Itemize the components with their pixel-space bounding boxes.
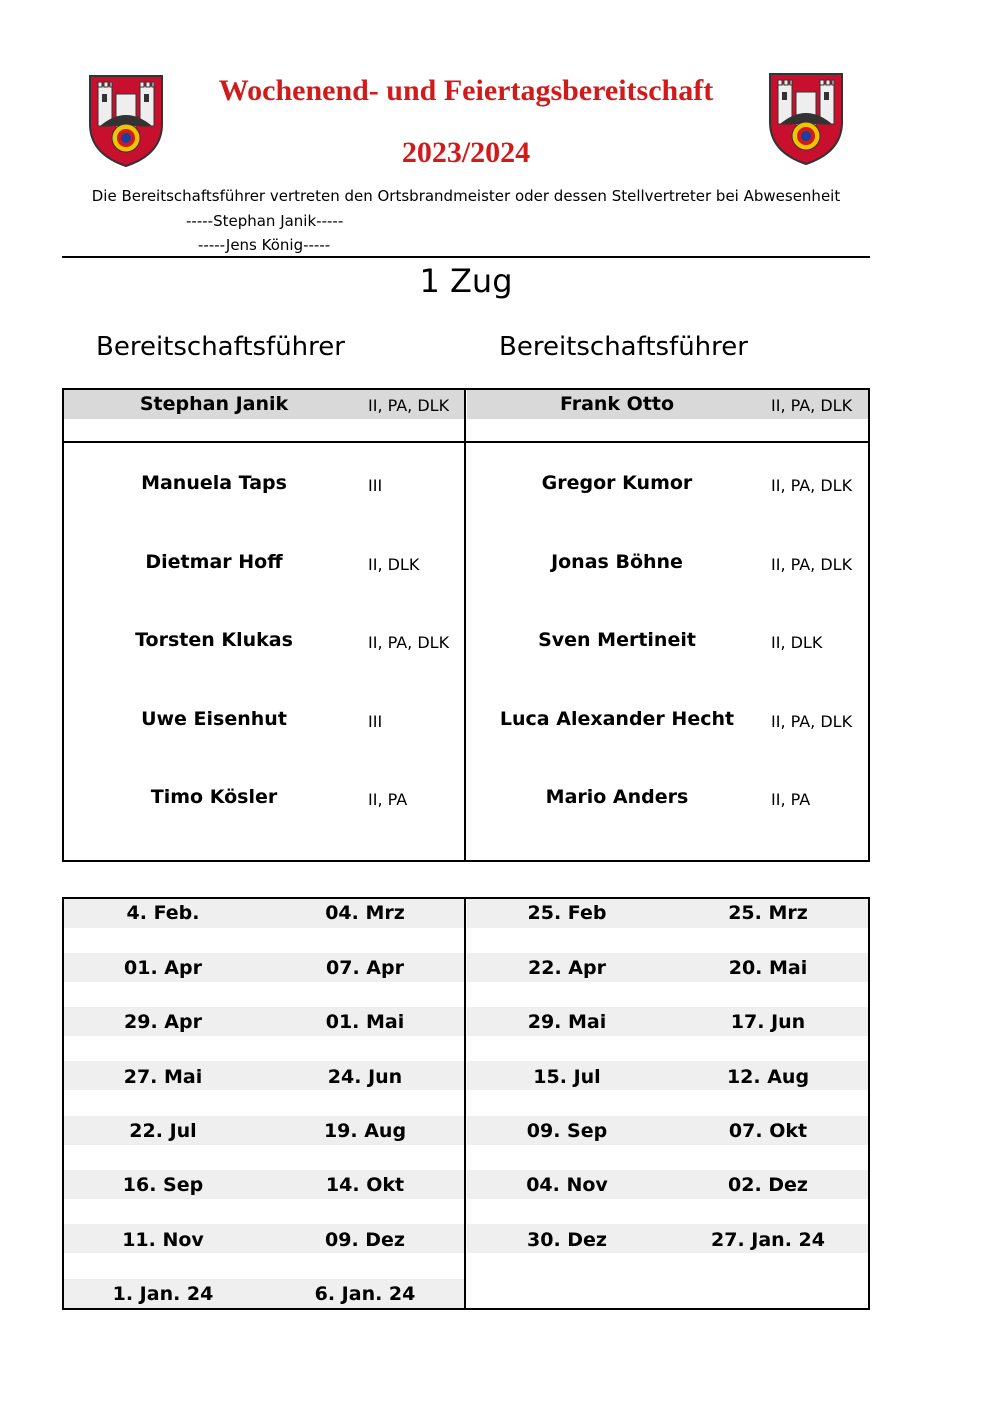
member-name: Luca Alexander Hecht — [499, 708, 735, 730]
section-title: 1 Zug — [419, 262, 513, 300]
date-cell: 29. Mai — [527, 1011, 607, 1033]
divider — [62, 256, 870, 258]
date-cell: 19. Aug — [323, 1120, 407, 1142]
date-cell: 11. Nov — [122, 1229, 204, 1251]
subtitle: Die Bereitschaftsführer vertreten den Ortsbrandmeister oder dessen Stellvertreter bei Abwesenheit — [91, 187, 841, 205]
member-name: Gregor Kumor — [541, 472, 693, 494]
member-name: Sven Mertineit — [538, 629, 696, 651]
member-name: Manuela Taps — [141, 472, 287, 494]
member-qual: III — [368, 712, 383, 731]
date-cell: 6. Jan. 24 — [314, 1283, 416, 1305]
leader-name-right: Frank Otto — [559, 393, 675, 415]
date-cell: 29. Apr — [124, 1011, 202, 1033]
year-title: 2023/2024 — [401, 136, 531, 169]
group-heading-right: Bereitschaftsführer — [499, 332, 748, 362]
date-cell: 16. Sep — [122, 1174, 204, 1196]
date-cell: 01. Apr — [124, 957, 202, 979]
date-cell: 07. Apr — [326, 957, 404, 979]
date-cell: 25. Feb — [527, 902, 607, 924]
member-name: Jonas Böhne — [551, 551, 683, 573]
column-divider — [464, 388, 466, 862]
date-cell: 09. Sep — [526, 1120, 608, 1142]
member-qual: II, PA — [771, 790, 811, 809]
date-cell: 20. Mai — [728, 957, 808, 979]
member-qual: II, PA, DLK — [771, 555, 853, 574]
member-name: Uwe Eisenhut — [141, 708, 287, 730]
date-cell: 02. Dez — [728, 1174, 808, 1196]
date-cell: 04. Mrz — [325, 902, 405, 924]
date-cell: 15. Jul — [533, 1066, 601, 1088]
member-qual: II, PA — [368, 790, 408, 809]
date-cell: 09. Dez — [325, 1229, 405, 1251]
leader-name-left: Stephan Janik — [139, 393, 289, 415]
member-name: Dietmar Hoff — [145, 551, 283, 573]
date-cell: 22. Jul — [129, 1120, 197, 1142]
deputy-line-2: -----Jens König----- — [198, 236, 331, 254]
member-name: Timo Kösler — [150, 786, 278, 808]
date-cell: 12. Aug — [726, 1066, 810, 1088]
member-qual: II, DLK — [368, 555, 420, 574]
member-qual: III — [368, 476, 383, 495]
page-title: Wochenend- und Feiertagsbereitschaft — [218, 74, 714, 107]
date-cell: 27. Jan. 24 — [711, 1229, 825, 1251]
date-cell: 1. Jan. 24 — [112, 1283, 214, 1305]
leader-qual-left: II, PA, DLK — [368, 396, 450, 415]
date-cell: 17. Jun — [730, 1011, 806, 1033]
date-cell: 24. Jun — [327, 1066, 403, 1088]
date-cell: 27. Mai — [123, 1066, 203, 1088]
date-cell: 01. Mai — [325, 1011, 405, 1033]
member-qual: II, PA, DLK — [771, 712, 853, 731]
date-cell: 07. Okt — [728, 1120, 808, 1142]
date-cell: 30. Dez — [527, 1229, 607, 1251]
member-name: Mario Anders — [545, 786, 689, 808]
deputy-line-1: -----Stephan Janik----- — [186, 212, 344, 230]
member-qual: II, PA, DLK — [368, 633, 450, 652]
group-heading-left: Bereitschaftsführer — [96, 332, 345, 362]
member-qual: II, PA, DLK — [771, 476, 853, 495]
leader-row-divider — [62, 441, 870, 443]
date-cell: 04. Nov — [526, 1174, 608, 1196]
leader-qual-right: II, PA, DLK — [771, 396, 853, 415]
member-qual: II, DLK — [771, 633, 823, 652]
date-cell: 22. Apr — [528, 957, 606, 979]
date-cell: 25. Mrz — [728, 902, 808, 924]
date-cell: 4. Feb. — [126, 902, 200, 924]
member-name: Torsten Klukas — [135, 629, 293, 651]
date-cell: 14. Okt — [325, 1174, 405, 1196]
